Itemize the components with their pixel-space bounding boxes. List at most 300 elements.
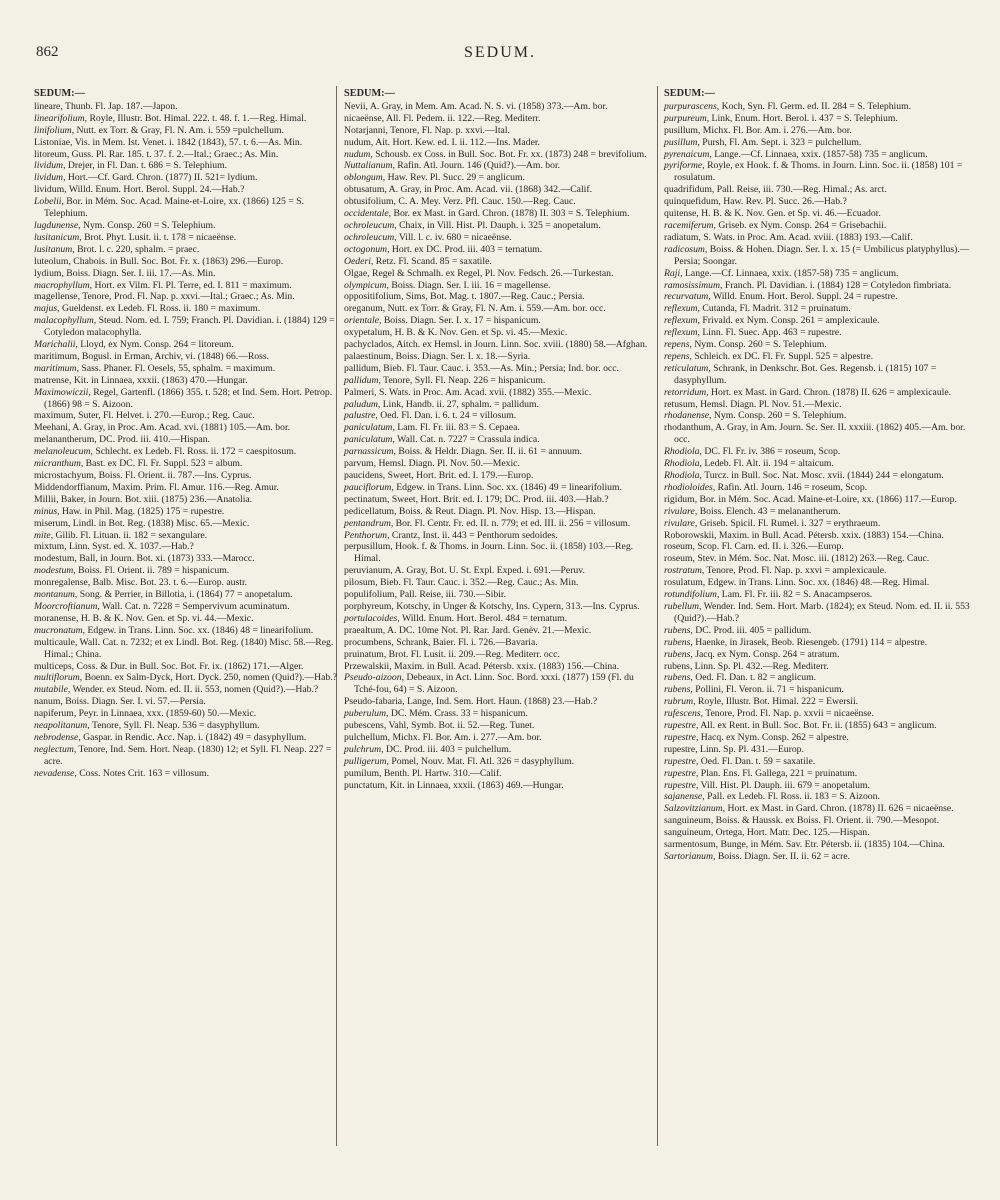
- entry: [34, 708, 344, 720]
- entry-citation: , Bor. Fl. Centr. Fr. ed. II. n. 779; et ed. III. ii. 256 = villosum.: [390, 517, 631, 529]
- entry: [34, 768, 344, 780]
- entry-name: rupestre: [664, 720, 696, 732]
- entry-name: rhodioloides: [664, 481, 713, 493]
- entry-name: rostratum: [664, 565, 702, 577]
- entry: [34, 339, 344, 351]
- entry-name: rubens: [664, 648, 691, 660]
- entry-citation: , Pomel, Nouv. Mat. Fl. Atl. 326 = dasyphyllum.: [386, 755, 575, 767]
- column-right: [664, 88, 972, 863]
- column-middle: [344, 88, 653, 791]
- column-heading: SEDUM:—: [664, 88, 715, 99]
- entry-name: pyrenaicum: [664, 148, 710, 160]
- entry-name: rosulatum: [664, 577, 703, 589]
- entry-citation: , Lam. Fl. Fr. iii. 83 = S. Cepaea.: [392, 422, 520, 434]
- entry: [34, 625, 344, 637]
- entry-name: paucidens: [344, 470, 383, 481]
- entry-name: pectinatum: [344, 493, 388, 505]
- entry-citation: , Kit. in Linnaea, xxxii. (1863) 469.—Hungar.: [384, 779, 564, 791]
- entry: [664, 768, 972, 780]
- entry-citation: , Gilib. Fl. Lituan. ii. 182 = sexangulare.: [50, 529, 208, 541]
- entry: [664, 208, 972, 220]
- entry-name: purpurascens: [664, 100, 717, 112]
- entry: [344, 637, 653, 649]
- entry-citation: , Schrank, Baier. Fl. i. 726.—Bavaria.: [391, 636, 538, 648]
- entry: [344, 649, 653, 661]
- entry-name: nudum: [344, 136, 371, 148]
- entry-citation: , Wall. Cat. n. 7227 = Crassula indica.: [392, 434, 540, 446]
- entry: [344, 101, 653, 113]
- entry: [344, 482, 653, 494]
- entry: [664, 280, 972, 292]
- entry-citation: , Lindl. in Bot. Reg. (1838) Misc. 65.—Mexic.: [67, 517, 250, 529]
- entry: [664, 506, 972, 518]
- entry-name: lusitanum: [34, 243, 73, 255]
- entry-name: magellense: [34, 291, 78, 303]
- entry-citation: , Bieb. Fl. Taur. Cauc. i. 352.—Reg. Cauc.; As. Min.: [375, 577, 579, 589]
- entry-name: perpusillum: [344, 541, 391, 553]
- entry-name: oblongum: [344, 172, 383, 184]
- entry-citation: , Balb. Misc. Bot. 23. t. 6.—Europ. austr.: [87, 577, 248, 589]
- entry: [34, 613, 344, 625]
- entry-citation: , Maxim. Prim. Fl. Amur. 116.—Reg. Amur.: [107, 481, 279, 493]
- entry: [664, 458, 972, 470]
- entry-name: Salzovitzianum: [664, 803, 723, 815]
- page-number: 862: [36, 44, 59, 60]
- entry-name: Maximowiczii: [34, 386, 89, 398]
- entry-citation: , Link, Handb. ii. 27, sphalm. = pallidum.: [377, 398, 539, 410]
- entry: [664, 494, 972, 506]
- entry-name: rubens: [664, 684, 691, 696]
- entry: [344, 232, 653, 244]
- entry-name: rubens: [664, 636, 691, 648]
- entry: [344, 399, 653, 411]
- entry-citation: , Stev. in Mém. Soc. Nat. Mosc. iii. (1812) 263.—Reg. Cauc.: [692, 553, 930, 565]
- entry-citation: , Rafin. Atl. Journ. 146 (Quid?).—Am. bor.: [392, 160, 561, 172]
- entry-name: Rhodiola: [664, 458, 700, 470]
- entry-name: reflexum: [664, 315, 698, 327]
- entry: [34, 637, 344, 661]
- entry-citation: , Coss. & Dur. in Bull. Soc. Bot. Fr. ix. (1862) 171.—Alger.: [71, 660, 304, 672]
- entry: [344, 661, 653, 673]
- entry-citation: , Hort. ex Mast. in Gard. Chron. (1878) II. 626 = amplexicaule.: [706, 386, 952, 398]
- entry-name: rivulare: [664, 505, 695, 517]
- entry-citation: , Bast. ex DC. Fl. Fr. Suppl. 523 = album.: [80, 458, 243, 470]
- entry-citation: , Lam. Fl. Fr. iii. 82 = S. Anacampseros.: [716, 589, 873, 601]
- entry: [34, 363, 344, 375]
- entry-citation: , Pall. ex Ledeb. Fl. Ross. ii. 183 = S. Aizoon.: [702, 791, 880, 803]
- entry-name: rotundifolium: [664, 589, 717, 601]
- entry-citation: , Tenore, Prod. Fl. Nap. p. xxvii = nicaeënse.: [700, 708, 874, 720]
- entry-citation: , A. Gray, Bot. U. St. Expl. Exped. i. 691.—Peruv.: [390, 565, 585, 577]
- entry: [664, 791, 972, 803]
- entry-citation: , Tenore, Prod. Fl. Nap. p. xxvi.—Ital.; Graec.; As. Min.: [77, 291, 295, 303]
- entry-citation: , Kit. in Linnaea, xxxii. (1863) 470.—Hungar.: [68, 374, 248, 386]
- entry: [34, 672, 344, 684]
- entry-name: Raji: [664, 267, 681, 279]
- entry: [664, 756, 972, 768]
- entry: [664, 470, 972, 482]
- entry-name: reflexum: [664, 303, 698, 315]
- entry-name: matrense: [34, 374, 69, 386]
- entry: [664, 410, 972, 422]
- entry-name: lividum: [34, 160, 64, 172]
- entry-citation: , All. ex Rent. in Bull. Soc. Bot. Fr. ii. (1855) 643 = anglicum.: [695, 720, 937, 732]
- entry-name: pentandrum: [344, 517, 391, 529]
- entry-citation: , Ortega, Hort. Matr. Dec. 125.—Hispan.: [710, 827, 870, 839]
- entry-name: roseum: [664, 553, 693, 565]
- entry: [34, 553, 344, 565]
- entry: [34, 530, 344, 542]
- entry-name: rupestre: [664, 743, 696, 755]
- entry: [34, 732, 344, 744]
- entry-citation: , Boiss. Fl. Orient. ii. 789 = hispanicum.: [73, 565, 230, 577]
- entry: [664, 577, 972, 589]
- entry: [664, 637, 972, 649]
- entry-name: majus: [34, 303, 58, 315]
- entry: [34, 291, 344, 303]
- entry-citation: , Hemsl. Diagn. Pl. Nov. 51.—Mexic.: [695, 398, 842, 410]
- entry-name: maritimum: [34, 350, 78, 362]
- entry-citation: , Pursh, Fl. Am. Sept. i. 323 = pulchellum.: [697, 136, 862, 148]
- entry-citation: , Tenore, Syll. Fl. Neap. 226 = hispanicum.: [378, 374, 546, 386]
- entry-name: modestum: [34, 565, 74, 577]
- entry: [664, 649, 972, 661]
- entry-name: racemiferum: [664, 219, 714, 231]
- entry-name: radiatum: [664, 231, 699, 243]
- entry: [664, 672, 972, 684]
- entry-citation: , Oed. Fl. Dan. t. 59 = saxatile.: [695, 755, 816, 767]
- entry-citation: , Pall. Reise, iii. 730.—Sibir.: [394, 589, 507, 601]
- entry-name: lineare: [34, 100, 61, 112]
- entry-name: oreganum: [344, 303, 383, 315]
- entry-citation: , Coss. Notes Crit. 163 = villosum.: [74, 767, 210, 779]
- entry-name: quinquefidum: [664, 196, 719, 208]
- entry: [664, 422, 972, 446]
- entry-citation: , S. Wats. in Proc. Am. Acad. xvii. (1882) 355.—Mexic.: [374, 386, 592, 398]
- entry: [34, 470, 344, 482]
- entry: [34, 410, 344, 422]
- entry-name: multicaule: [34, 636, 75, 648]
- entry-citation: , Lloyd, ex Nym. Consp. 264 = litoreum.: [75, 339, 234, 351]
- entry-citation: , Bor. in Mém. Soc. Acad. Maine-et-Loire, xx. (1866) 125 = S. Telephium.: [44, 196, 304, 220]
- entry-name: reticulatum: [664, 362, 709, 374]
- entry-citation: , Boiss. & Haussk. ex Boiss. Fl. Orient. ii. 790.—Mesopot.: [710, 815, 940, 827]
- entry: [344, 625, 653, 637]
- entry: [344, 565, 653, 577]
- entry-name: Oederi: [344, 255, 371, 267]
- entry-citation: , Haw. Rev. Pl. Succ. 26.—Hab.?: [718, 196, 847, 208]
- entry-name: modestum: [34, 553, 75, 565]
- entry: [664, 327, 972, 339]
- entry-name: pulchellum: [344, 731, 388, 743]
- entry-citation: , A. Gray, in Proc. Am. Acad. vii. (1868) 342.—Calif.: [384, 184, 593, 196]
- entry-citation: , Ball, in Journ. Bot. xi. (1873) 333.—Marocc.: [74, 553, 255, 565]
- entry: [664, 815, 972, 827]
- entry-citation: , Nym. Consp. 260 = S. Telephium.: [689, 339, 827, 351]
- entry-citation: , Sweet, Hort. Brit. ed. I. 179.—Europ.: [382, 470, 534, 481]
- entry: [664, 839, 972, 851]
- entry-citation: , Bogusl. in Erman, Archiv, vi. (1848) 66.—Ross.: [77, 350, 270, 362]
- entry-citation: , Oed. Fl. Dan. t. 82 = anglicum.: [690, 672, 817, 684]
- entry-name: rhodanthum: [664, 422, 711, 434]
- entry: [344, 196, 653, 208]
- entry-citation: , Hacq. ex Nym. Consp. 262 = alpestre.: [695, 731, 849, 743]
- entry-citation: , Scop. Fl. Carn. ed. II. i. 326.—Europ.: [692, 541, 844, 553]
- entry-citation: , Bunge, in Mém. Sav. Etr. Pétersb. ii. (1835) 104.—China.: [715, 839, 945, 851]
- entry-name: parvum: [344, 458, 374, 470]
- entry: [344, 315, 653, 327]
- entry: [34, 172, 344, 184]
- entry-name: Moorcroftianum: [34, 600, 98, 612]
- entry: [344, 208, 653, 220]
- entry-name: Rhodiola: [664, 446, 700, 458]
- entry-name: melanoleucum: [34, 446, 91, 458]
- entry-name: roseum: [664, 541, 693, 553]
- entry: [34, 101, 344, 113]
- entry-citation: , A. DC. 10me Not. Pl. Rar. Jard. Genèv. 21.—Mexic.: [382, 624, 592, 636]
- entry: [344, 339, 653, 351]
- entry-name: miserum: [34, 517, 68, 529]
- entry: [344, 422, 653, 434]
- entry-citation: , Schlecht. ex Ledeb. Fl. Ross. ii. 172 = caespitosum.: [90, 446, 297, 458]
- entry-name: pubescens: [344, 720, 384, 732]
- entry-name: obtusatum: [344, 184, 385, 196]
- column-left: [34, 88, 344, 780]
- entry: [344, 458, 653, 470]
- entry: [344, 589, 653, 601]
- entry-name: puberulum: [344, 708, 386, 720]
- entry-citation: , Boiss. & Hohen. Diagn. Ser. I. x. 15 (= Umbilicus platyphyllus).—Persia; Soongar.: [674, 243, 970, 267]
- entry-name: portulacoides: [344, 612, 398, 624]
- entry-name: moranense: [34, 612, 76, 624]
- entry-name: nanum: [34, 696, 61, 708]
- entry-citation: , Linn. Syst. ed. X. 1037.—Hab.?: [64, 541, 194, 553]
- entry-citation: , C. A. Mey. Verz. Pfl. Cauc. 150.—Reg. Cauc.: [393, 196, 576, 208]
- entry: [34, 196, 344, 220]
- entry: [664, 363, 972, 387]
- entry: [664, 196, 972, 208]
- entry-citation: , Vill. l. c. iv. 680 = nicaeënse.: [394, 231, 512, 243]
- entry-name: rubens: [664, 660, 690, 672]
- entry-name: orientale: [344, 315, 379, 327]
- entry-citation: , Ledeb. Fl. Alt. ii. 194 = altaicum.: [699, 458, 834, 470]
- entry: [34, 541, 344, 553]
- entry-name: rubens: [664, 624, 691, 636]
- entry-name: obtusifolium: [344, 196, 394, 208]
- entry-name: ramosissimum: [664, 279, 720, 291]
- entry-citation: , Peyr. in Linnaea, xxx. (1859-60) 50.—Mexic.: [73, 708, 257, 720]
- entry-citation: , Regel & Schmalh. ex Regel, Pl. Nov. Fedsch. 26.—Turkestan.: [367, 267, 614, 279]
- entry-citation: , Linn. Sp. Pl. 431.—Europ.: [695, 743, 804, 755]
- entry-name: lusitanicum: [34, 231, 80, 243]
- entry-citation: , Brot. Phyt. Lusit. ii. t. 178 = nicaeënse.: [79, 231, 237, 243]
- entry: [344, 494, 653, 506]
- entry-name: microstachyum: [34, 470, 94, 481]
- entry-citation: , Royle, Illustr. Bot. Himal. 222. t. 48. f. 1.—Reg. Himal.: [84, 112, 307, 124]
- entry: [344, 506, 653, 518]
- entry-citation: , Boenn. ex Salm-Dyck, Hort. Dyck. 250, nomen (Quid?).—Hab.?: [79, 672, 337, 684]
- entry-citation: , Kotschy, in Unger & Kotschy, Ins. Cypern, 313.—Ins. Cyprus.: [391, 600, 640, 612]
- entry-name: pauciflorum: [344, 481, 392, 493]
- entry-name: Lobelii: [34, 196, 62, 208]
- entry-citation: , Vahl, Symb. Bot. ii. 52.—Reg. Tunet.: [383, 720, 535, 732]
- entry-citation: , Koch, Syn. Fl. Germ. ed. II. 284 = S. Telephium.: [716, 100, 912, 112]
- entry-citation: , Maxim. in Bull. Acad. Pétersb. xxix. (1883) 154.—China.: [714, 529, 944, 541]
- entry-name: rigidum: [664, 493, 695, 505]
- entry-name: pyriforme: [664, 160, 703, 172]
- entry: [344, 172, 653, 184]
- entry: [344, 410, 653, 422]
- entry-name: Nevii: [344, 100, 366, 112]
- entry-name: palustre: [344, 410, 376, 422]
- entry-citation: , Schousb. ex Coss. in Bull. Soc. Bot. Fr. xx. (1873) 248 = brevifolium.: [370, 148, 647, 160]
- entry-citation: , Sims, Bot. Mag. t. 1807.—Reg. Cauc.; Persia.: [401, 291, 585, 303]
- entry-name: Sartorianum: [664, 851, 713, 862]
- entry: [664, 518, 972, 530]
- entry: [344, 732, 653, 744]
- entry-citation: , Franch. Pl. Davidian. i. (1884) 128 = Cotyledon fimbriata.: [719, 279, 952, 291]
- entry-citation: , Turcz. in Bull. Soc. Nat. Mosc. xvii. (1844) 244 = elongatum.: [699, 470, 944, 481]
- entry: [664, 291, 972, 303]
- entry: [664, 708, 972, 720]
- entry-name: olympicum: [344, 279, 387, 291]
- entry-name: montanum: [34, 589, 75, 601]
- entry-name: mutabile: [34, 684, 68, 696]
- entry-citation: , DC. Prod. iii. 405 = pallidum.: [690, 624, 812, 636]
- entry-name: pulchrum: [344, 743, 382, 755]
- entry: [344, 601, 653, 613]
- entry: [34, 232, 344, 244]
- entry-citation: , Drejer, in Fl. Dan. t. 686 = S. Telephium.: [63, 160, 228, 172]
- entry: [34, 149, 344, 161]
- entry: [34, 268, 344, 280]
- entry: [344, 149, 653, 161]
- entry-name: praealtum: [344, 624, 383, 636]
- entry-citation: , Wender. Ind. Sem. Hort. Marb. (1824); ex Steud. Nom. ed. II. ii. 553 (Quid?).—Hab.?: [674, 600, 970, 624]
- entry: [34, 720, 344, 732]
- entry-name: repens: [664, 350, 690, 362]
- entry-citation: , Tenore, Syll. Fl. Neap. 536 = dasyphyllum.: [87, 720, 260, 732]
- entry: [34, 565, 344, 577]
- entry-name: linifolium: [34, 124, 72, 136]
- entry-citation: , Rafin. Atl. Journ. 146 = roseum, Scop.: [712, 481, 868, 493]
- entry-citation: , Hemsl. Diagn. Pl. Nov. 50.—Mexic.: [373, 458, 520, 470]
- entry-citation: , Thunb. Fl. Jap. 187.—Japon.: [60, 100, 178, 112]
- entry: [34, 696, 344, 708]
- entry: [34, 137, 344, 149]
- entry-name: maritimum: [34, 362, 77, 374]
- entry-name: linearifolium: [34, 112, 85, 124]
- entry: [344, 434, 653, 446]
- entry-citation: , Baker, in Journ. Bot. xiii. (1875) 236.—Anatolia.: [56, 493, 253, 505]
- entry-citation: , Tenore, Fl. Nap. p. xxvi.—Ital.: [385, 124, 510, 136]
- entry-name: pedicellatum: [344, 505, 395, 517]
- entry-citation: , Lange.—Cf. Linnaea, xxix. (1857-58) 735 = anglicum.: [709, 148, 928, 160]
- entry-name: mucronatum: [34, 624, 83, 636]
- entry: [344, 720, 653, 732]
- entry-name: sajanense: [664, 791, 703, 803]
- entry-citation: , Hort. ex Vilm. Fl. Pl. Terre, ed. I. 811 = maximum.: [89, 279, 292, 291]
- entry: [344, 530, 653, 542]
- entry-citation: , Suter, Fl. Helvet. i. 270.—Europ.; Reg. Cauc.: [73, 410, 255, 422]
- entry-citation: , Linn. Sp. Pl. 432.—Reg. Mediterr.: [689, 660, 829, 672]
- entry-citation: , Royle, ex Hook. f. & Thoms. in Journ. Linn. Soc. ii. (1858) 101 = rosulatum.: [674, 160, 963, 184]
- entry-name: Nuttalianum: [344, 160, 393, 172]
- entry-citation: , Boiss. Fl. Orient. ii. 787.—Ins. Cyprus.: [93, 470, 252, 481]
- entry-citation: , Linn. Fl. Suec. App. 463 = rupestre.: [697, 327, 842, 339]
- entry-name: paniculatum: [344, 434, 393, 446]
- entry-citation: , Hort.—Cf. Gard. Chron. (1877) II. 521= lydium.: [63, 172, 258, 184]
- entry: [664, 184, 972, 196]
- entry-citation: , Griseb. ex Nym. Consp. 264 = Grisebachii.: [713, 219, 887, 231]
- entry-name: monregalense: [34, 577, 88, 589]
- entry: [344, 220, 653, 232]
- entry-name: pachyclados: [344, 339, 392, 351]
- entry: [34, 494, 344, 506]
- entry: [664, 339, 972, 351]
- entry-citation: , Edgew. in Trans. Linn. Soc. xx. (1846) 49 = linearifolium.: [391, 481, 622, 493]
- entry-citation: , DC. Mém. Crass. 33 = hispanicum.: [385, 708, 528, 720]
- entry-name: oxypetalum: [344, 327, 390, 339]
- entry-citation: , H. B. & K. Nov. Gen. et Sp. vi. 44.—Mexic.: [75, 612, 254, 624]
- entry-name: lydium: [34, 267, 62, 279]
- entry-name: Listoniae: [34, 136, 71, 148]
- entry-citation: , H. B. & K. Nov. Gen. et Sp. vi. 46.—Ecuador.: [696, 208, 881, 220]
- entry: [34, 506, 344, 518]
- entry-citation: , Lange.—Cf. Linnaea, xxix. (1857-58) 735 = anglicum.: [680, 267, 899, 279]
- entry-name: napiferum: [34, 708, 74, 720]
- entry: [344, 387, 653, 399]
- entry-citation: , Vis. in Mem. Ist. Venet. i. 1842 (1843), 57. t. 6.—As. Min.: [70, 136, 303, 148]
- entry-name: macrophyllum: [34, 279, 90, 291]
- entry: [664, 351, 972, 363]
- entry-name: pumilum: [344, 767, 379, 779]
- entry-name: Pseudo-fabaria: [344, 696, 403, 708]
- entry: [34, 744, 344, 768]
- entry-citation: , Cutanda, Fl. Madrit. 312 = pruinatum.: [697, 303, 851, 315]
- entry-citation: , Sass. Phaner. Fl. Oesels, 55, sphalm. = maximum.: [76, 362, 276, 374]
- column-heading: SEDUM:—: [34, 88, 85, 99]
- entry: [664, 446, 972, 458]
- entry-citation: , Regel, Gartenfl. (1866) 355. t. 528; et Ind. Sem. Hort. Petrop. (1866) 98 = S. Aizoon.: [44, 386, 333, 410]
- entry-citation: , Michx. Fl. Bor. Am. i. 276.—Am. bor.: [697, 124, 852, 136]
- entry-citation: , Bor. in Mém. Soc. Acad. Maine-et-Loire, xx. (1866) 117.—Europ.: [694, 493, 957, 505]
- entry: [34, 387, 344, 411]
- entry-name: Rhodiola: [664, 470, 700, 481]
- entry: [664, 780, 972, 792]
- entry-name: luteolum: [34, 255, 69, 267]
- entry: [34, 684, 344, 696]
- entry-citation: , Gaspar. in Rendic. Acc. Nap. i. (1842) 49 = dasyphyllum.: [78, 731, 307, 743]
- entry: [664, 113, 972, 125]
- entry-name: Penthorum: [344, 529, 388, 541]
- running-title: SEDUM.: [463, 44, 536, 61]
- entry-name: multiceps: [34, 660, 72, 672]
- entry-name: punctatum: [344, 779, 385, 791]
- entry: [664, 244, 972, 268]
- entry-citation: , Nym. Consp. 260 = S. Telephium.: [709, 410, 847, 422]
- entry-citation: , Boiss. Diagn. Ser. I. vi. 57.—Persia.: [60, 696, 206, 708]
- entry-citation: , Vill. Hist. Pl. Dauph. iii. 679 = anopetalum.: [695, 779, 870, 791]
- entry: [344, 470, 653, 482]
- entry-citation: , Sweet, Hort. Brit. ed. I. 179; DC. Prod. iii. 403.—Hab.?: [387, 493, 609, 505]
- entry-name: malacophyllum: [34, 315, 94, 327]
- entry: [344, 291, 653, 303]
- entry: [34, 113, 344, 125]
- entry-name: maximum: [34, 410, 74, 422]
- entry-citation: , Pollini, Fl. Veron. ii. 71 = hispanicum.: [690, 684, 844, 696]
- entry-citation: , Jacq. ex Nym. Consp. 264 = atratum.: [690, 648, 840, 660]
